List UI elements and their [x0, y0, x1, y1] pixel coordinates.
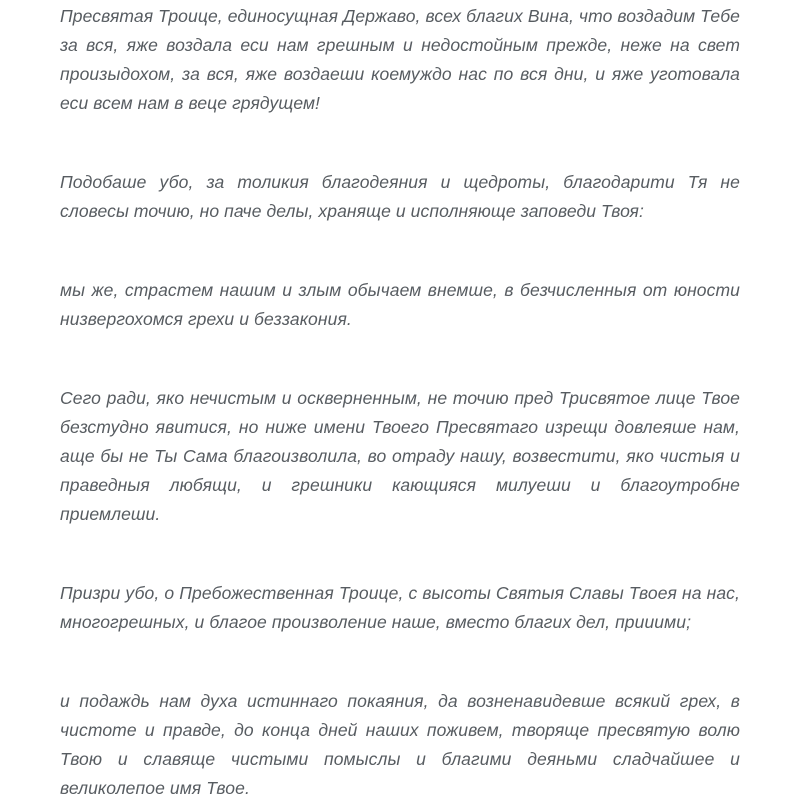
prayer-paragraph-6: и подаждь нам духа истиннаго покаяния, да возненавидевше всякий грех, в чистоте и правде, до конца дней наших поживем, творяще пресвятую волю Твою и славяще чистыми помыслы и благими деяньми сладчайшее и великолепое имя Твое. — [60, 691, 740, 798]
prayer-paragraph-2: Подобаше убо, за толикия благодеяния и щедроты, благодарити Тя не словесы точию, но паче делы, храняще и исполняюще заповеди Твоя: — [60, 172, 740, 221]
prayer-paragraph-1: Пресвятая Троице, единосущная Державо, всех благих Вина, что воздадим Тебе за вся, яже воздала еси нам грешным и недостойным прежде, неже на свет произыдохом, за вся, яже воздаеши коемуждо нас по вся дни, и яже уготовала еси всем нам в веце грядущем! — [60, 6, 740, 113]
prayer-paragraph-5: Призри убо, о Пребожественная Троице, с высоты Святыя Славы Твоея на нас, многогрешных, и благое произволение наше, вместо благих дел, прииими; — [60, 583, 740, 632]
prayer-document — [60, 0, 740, 803]
prayer-paragraph-4: Сего ради, яко нечистым и оскверненным, не точию пред Трисвятое лице Твое безстудно явитися, но ниже имени Твоего Пресвятаго изрещи довлеяше нам, аще бы не Ты Сама благоизволила, во отраду нашу, возвестити, яко чистыя и праведныя любящи, и грешники кающияся милуеши и благоутробне приемлеши. — [60, 388, 740, 524]
prayer-paragraph-3: мы же, страстем нашим и злым обычаем внемше, в безчисленныя от юности низвергохомся грехи и беззакония. — [60, 280, 740, 329]
